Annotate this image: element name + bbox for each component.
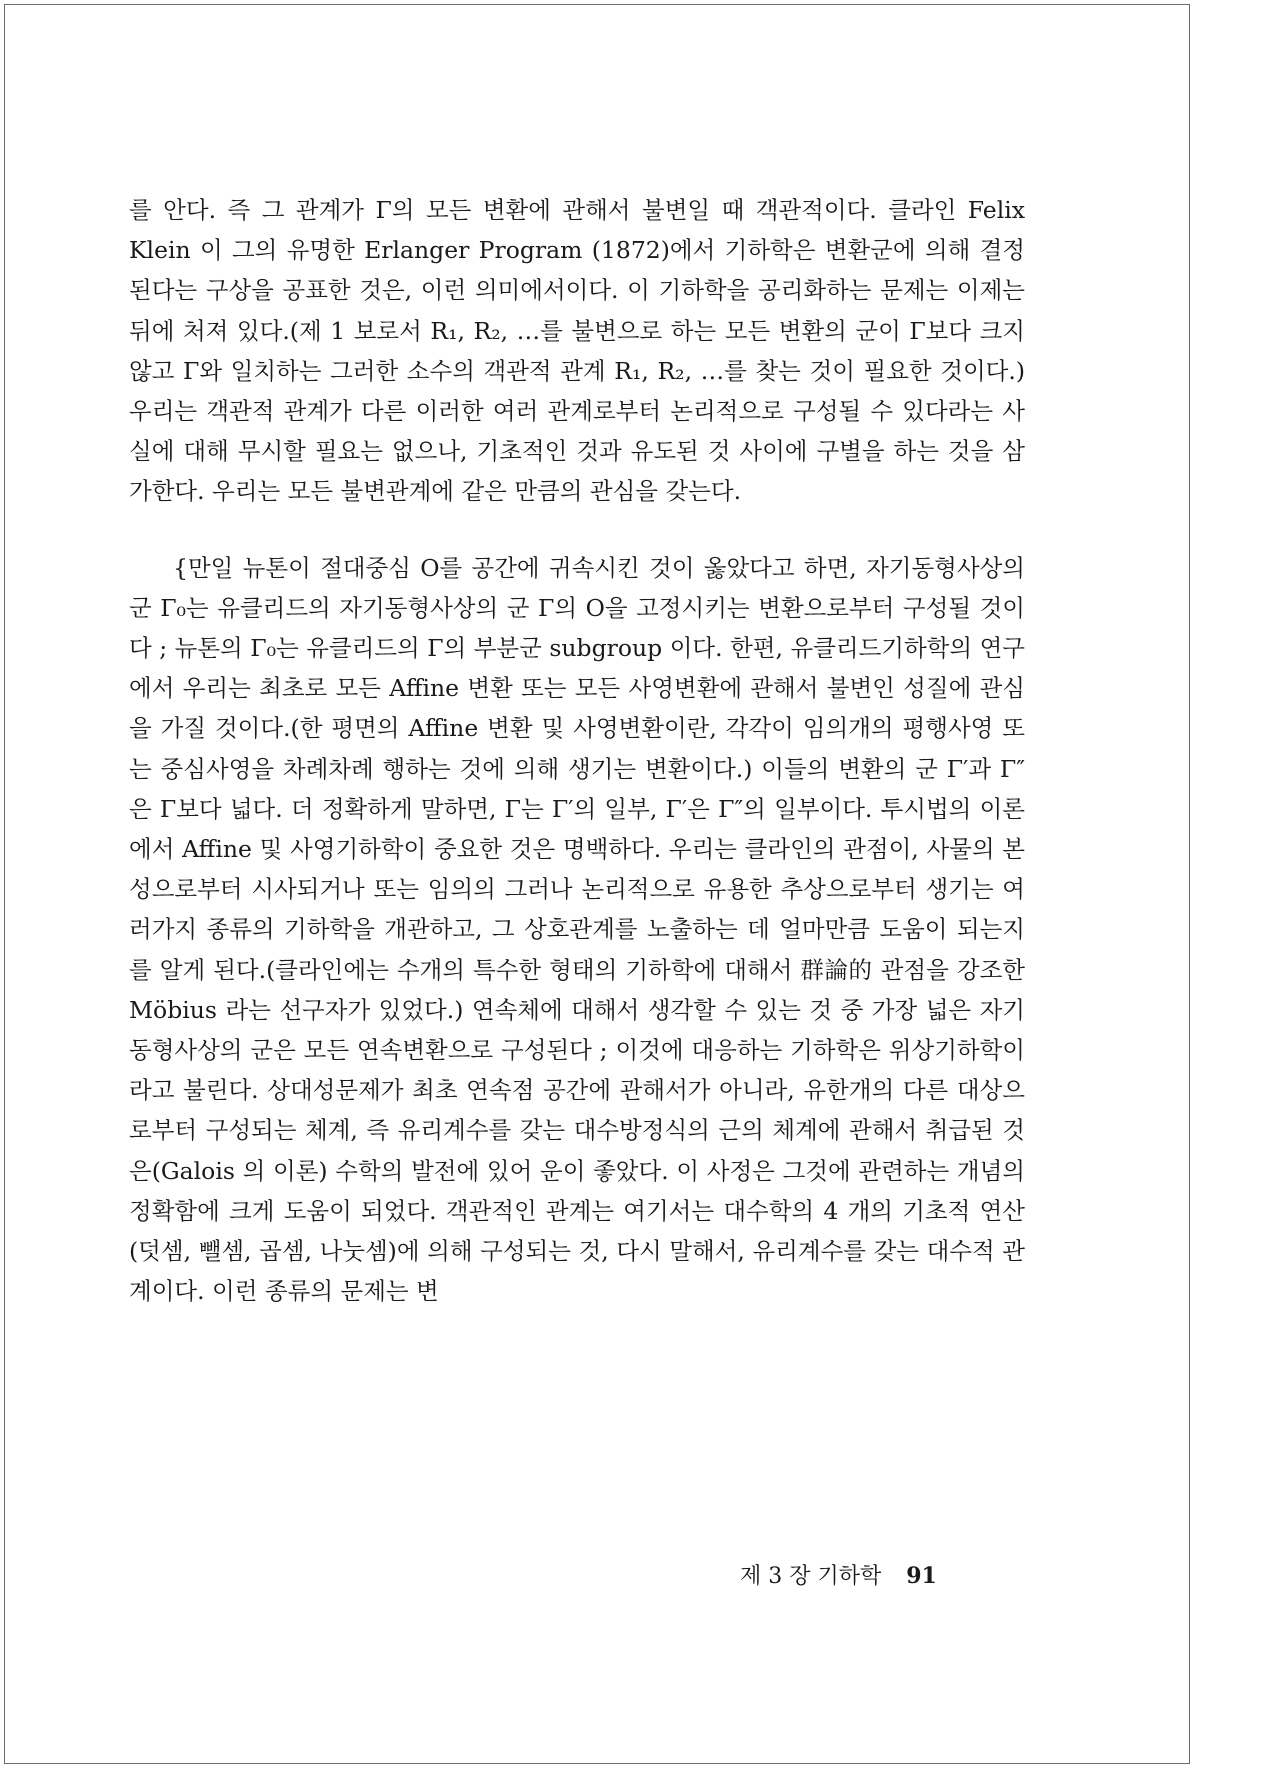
book-spine bbox=[1188, 0, 1280, 1773]
paragraph-2: {만일 뉴톤이 절대중심 O를 공간에 귀속시킨 것이 옳았다고 하면, 자기동형사상의 군 Γ₀는 유클리드의 자기동형사상의 군 Γ의 O을 고정시키는 변환으로부터 구성될 것이다 ; 뉴톤의 Γ₀는 유클리드의 Γ의 부분군 subgroup 이다. 한편, 유클리드기하학의 연구에서 우리는 최초로 모든 Affine 변환 또는 모든 사영변환에 관해서 불변인 성질에 관심을 가질 것이다.(한 평면의 Affine 변환 및 사영변환이란, 각각이 임의개의 평행사영 또는 중심사영을 차례차례 행하는 것에 의해 생기는 변환이다.) 이들의 변환의 군 Γ′과 Γ″은 Γ보다 넓다. 더 정확하게 말하면, Γ는 Γ′의 일부, Γ′은 Γ″의 일부이다. 투시법의 이론에서 Affine 및 사영기하학이 중요한 것은 명백하다. 우리는 클라인의 관점이, 사물의 본성으로부터 시사되거나 또는 임의의 그러나 논리적으로 유용한 추상으로부터 생기는 여러가지 종류의 기하학을 개관하고, 그 상호관계를 노출하는 데 얼마만큼 도움이 되는지를 알게 된다.(클라인에는 수개의 특수한 형태의 기하학에 대해서 群論的 관점을 강조한 Möbius 라는 선구자가 있었다.) 연속체에 대해서 생각할 수 있는 것 중 가장 넓은 자기동형사상의 군은 모든 연속변환으로 구성된다 ; 이것에 대응하는 기하학은 위상기하학이라고 불린다. 상대성문제가 최초 연속점 공간에 관해서가 아니라, 유한개의 다른 대상으로부터 구성되는 체계, 즉 유리계수를 갖는 대수방정식의 근의 체계에 관해서 취급된 것은(Galois 의 이론) 수학의 발전에 있어 운이 좋았다. 이 사정은 그것에 관련하는 개념의 정확함에 크게 도움이 되었다. 객관적인 관계는 여기서는 대수학의 4 개의 기초적 연산(덧셈, 뺄셈, 곱셈, 나눗셈)에 의해 구성되는 것, 다시 말해서, 유리계수를 갖는 대수적 관계이다. 이런 종류의 문제는 변 bbox=[129, 553, 1025, 1306]
page-footer bbox=[740, 1559, 1000, 1590]
body-text bbox=[129, 190, 1025, 1311]
paragraph-1: 를 안다. 즉 그 관계가 Γ의 모든 변환에 관해서 불변일 때 객관적이다. 클라인 Felix Klein 이 그의 유명한 Erlanger Program (1872)에서 기하학은 변환군에 의해 결정된다는 구상을 공표한 것은, 이런 의미에서이다. 이 기하학을 공리화하는 문제는 이제는 뒤에 처져 있다.(제 1 보로서 R₁, R₂, …를 불변으로 하는 모든 변환의 군이 Γ보다 크지 않고 Γ와 일치하는 그러한 소수의 객관적 관계 R₁, R₂, …를 찾는 것이 필요한 것이다.) 우리는 객관적 관계가 다른 이러한 여러 관계로부터 논리적으로 구성될 수 있다라는 사실에 대해 무시할 필요는 없으나, 기초적인 것과 유도된 것 사이에 구별을 하는 것을 삼가한다. 우리는 모든 불변관계에 같은 만큼의 관심을 갖는다. bbox=[129, 196, 1025, 506]
chapter-title: 제 3 장 기하학 bbox=[740, 1564, 882, 1589]
page-number: 91 bbox=[906, 1563, 937, 1589]
